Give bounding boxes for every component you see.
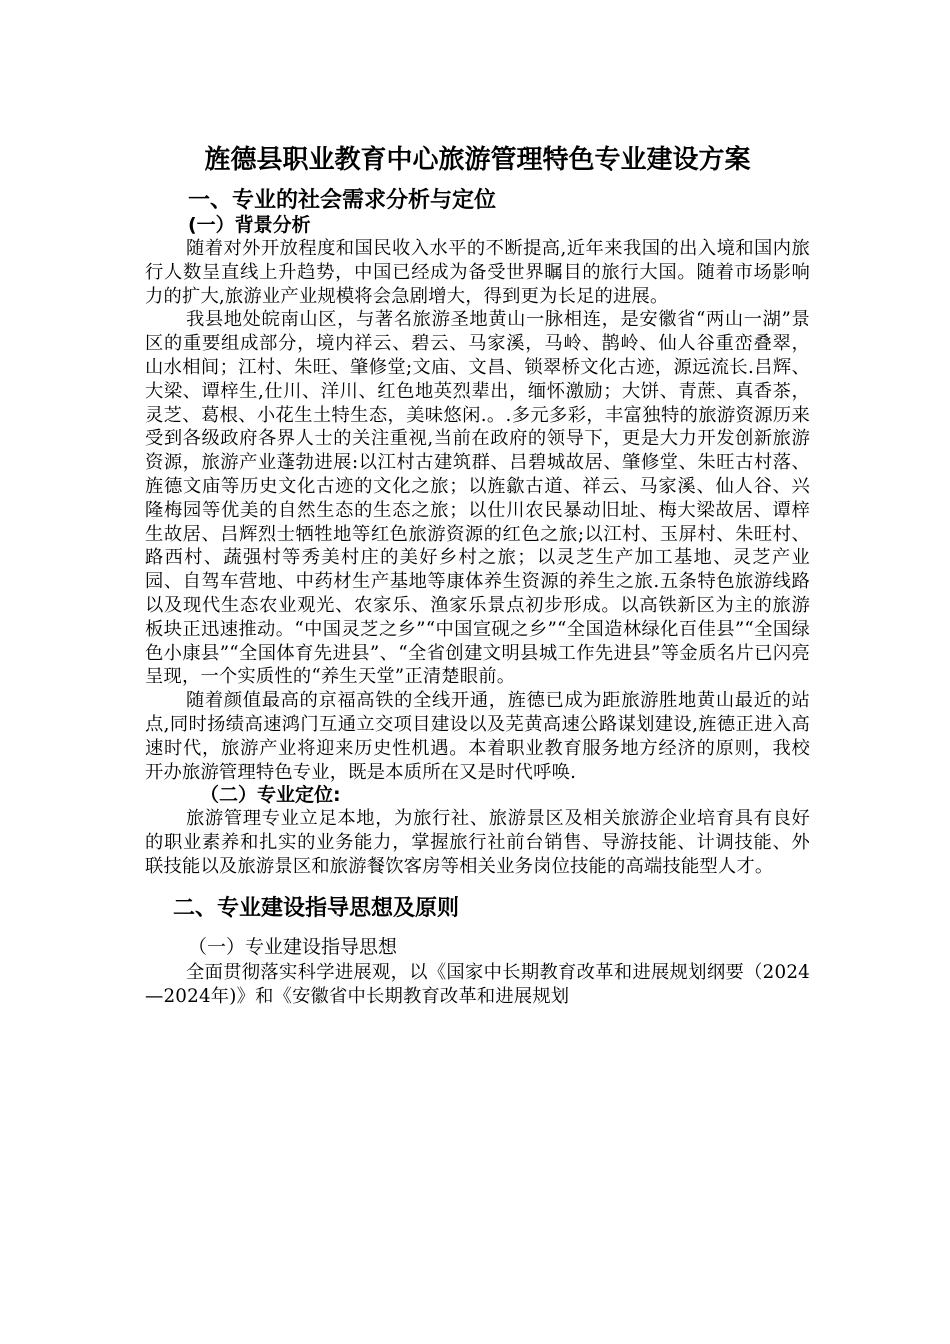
section-1-heading: 一、专业的社会需求分析与定位 — [188, 188, 497, 213]
background-paragraph-2: 我县地处皖南山区，与著名旅游圣地黄山一脉相连，是安徽省“两山一湖”景区的重要组成部分，境内祥云、碧云、马家溪，马岭、鹊岭、仙人谷重峦叠翠，山水相间；江村、朱旺、肇修堂;文庙、文昌、锁翠桥文化古迹，源远流长.吕辉、大梁、谭梓生,仕川、洋川、红色地英烈辈出，缅怀激励；大饼、青蔗、真香茶，灵芝、葛根、小花生土特生态，美味悠闲.。.多元多彩，丰富独特的旅游资源历来受到各级政府各界人士的关注重视,当前在政府的领导下，更是大力开发创新旅游资源，旅游产业蓬勃进展:以江村古建筑群、吕碧城故居、肇修堂、朱旺古村落、旌德文庙等历史文化古迹的文化之旅；以旌歙古道、祥云、马家溪、仙人谷、兴隆梅园等优美的自然生态的生态之旅；以仕川农民暴动旧址、梅大梁故居、谭梓生故居、吕辉烈士牺牲地等红色旅游资源的红色之旅;以江村、玉屏村、朱旺村、路西村、蔬强村等秀美村庄的美好乡村之旅；以灵芝生产加工基地、灵芝产业园、自驾车营地、中药材生产基地等康体养生资源的养生之旅.五条特色旅游线路以及现代生态农业观光、农家乐、渔家乐景点初步形成。以高铁新区为主的旅游板块正迅速推动。“中国灵芝之乡”“中国宣砚之乡”“全国造林绿化百佳县”“全国绿色小康县”“全国体育先进县”、“全省创建文明县城工作先进县”等金质名片已闪亮呈现，一个实质性的“养生天堂”正清楚眼前。 — [145, 309, 810, 688]
section-1-2-heading: （二）专业定位: — [200, 784, 341, 807]
section-1-1-heading: (一）背景分析 — [188, 214, 311, 236]
document-title: 旌德县职业教育中心旅游管理特色专业建设方案 — [204, 145, 751, 175]
section-2-1-heading: （一）专业建设指导思想 — [188, 935, 398, 958]
guiding-ideology-paragraph: 全面贯彻落实科学进展观，以《国家中长期教育改革和进展规划纲要（2024—2024年)》和《安徽省中长期教育改革和进展规划 — [145, 961, 810, 1007]
background-paragraph-1: 随着对外开放程度和国民收入水平的不断提高,近年来我国的出入境和国内旅行人数呈直线上升趋势，中国已经成为备受世界瞩目的旅行大国。随着市场影响力的扩大,旅游业产业规模将会急剧增大，得到更为长足的进展。 — [145, 238, 810, 307]
background-paragraph-3: 随着颜值最高的京福高铁的全线开通，旌德已成为距旅游胜地黄山最近的站点,同时扬绩高速鸿门互通立交项目建设以及芜黄高速公路谋划建设,旌德正进入高速时代，旅游产业将迎来历史性机遇。本着职业教育服务地方经济的原则，我校开办旅游管理特色专业，既是本质所在又是时代呼唤. — [145, 690, 810, 783]
document-body — [145, 140, 810, 1008]
section-2-heading: 二、专业建设指导思想及原则 — [173, 895, 460, 921]
positioning-paragraph: 旅游管理专业立足本地，为旅行社、旅游景区及相关旅游企业培育具有良好的职业素养和扎实的业务能力，掌握旅行社前台销售、导游技能、计调技能、外联技能以及旅游景区和旅游餐饮客房等相关业务岗位技能的高端技能型人才。 — [145, 808, 810, 877]
